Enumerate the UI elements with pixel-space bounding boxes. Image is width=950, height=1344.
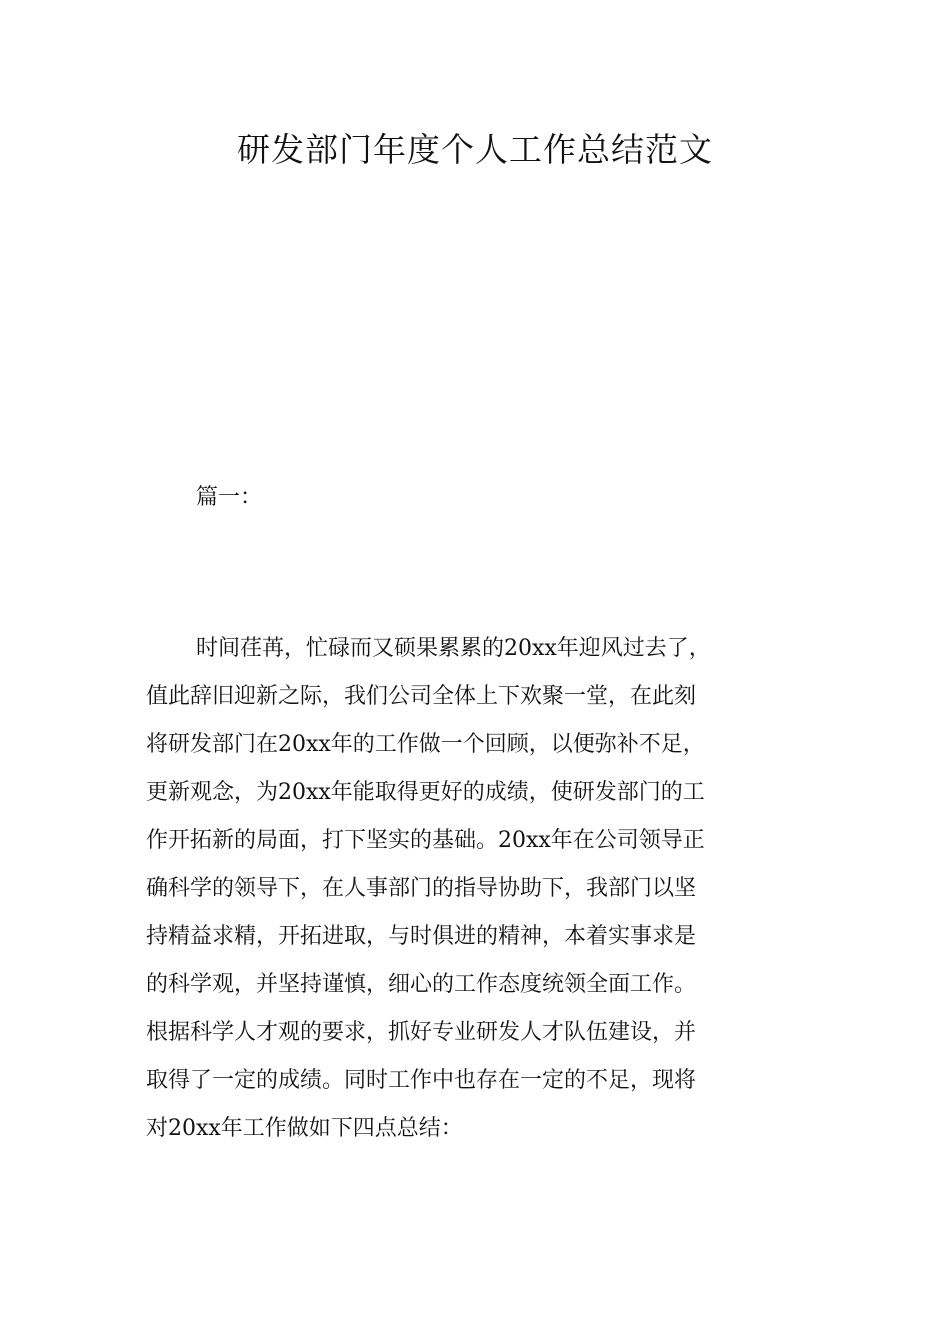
paragraph-line: 根据科学人才观的要求，抓好专业研发人才队伍建设，并 [146, 1020, 697, 1045]
paragraph-line: 确科学的领导下，在人事部门的指导协助下，我部门以坚 [146, 876, 697, 901]
paragraph-line: 对20xx年工作做如下四点总结： [146, 1116, 463, 1141]
paragraph-line: 的科学观，并坚持谨慎，细心的工作态度统领全面工作。 [146, 972, 697, 997]
paragraph-line: 作开拓新的局面，打下坚实的基础。20xx年在公司领导正 [146, 828, 705, 853]
paragraph-line: 取得了一定的成绩。同时工作中也存在一定的不足，现将 [146, 1068, 697, 1093]
paragraph-line: 值此辞旧迎新之际，我们公司全体上下欢聚一堂，在此刻 [146, 684, 697, 709]
paragraph-line: 更新观念，为20xx年能取得更好的成绩，使研发部门的工 [146, 780, 705, 805]
document-title: 研发部门年度个人工作总结范文 [237, 130, 713, 169]
paragraph-line: 时间荏苒，忙碌而又硕果累累的20xx年迎风过去了， [196, 636, 711, 661]
section-heading: 篇一： [196, 485, 263, 510]
paragraph-line: 持精益求精，开拓进取，与时俱进的精神，本着实事求是 [146, 924, 697, 949]
paragraph-line: 将研发部门在20xx年的工作做一个回顾，以便弥补不足， [146, 732, 705, 757]
body-paragraph [146, 625, 806, 1153]
